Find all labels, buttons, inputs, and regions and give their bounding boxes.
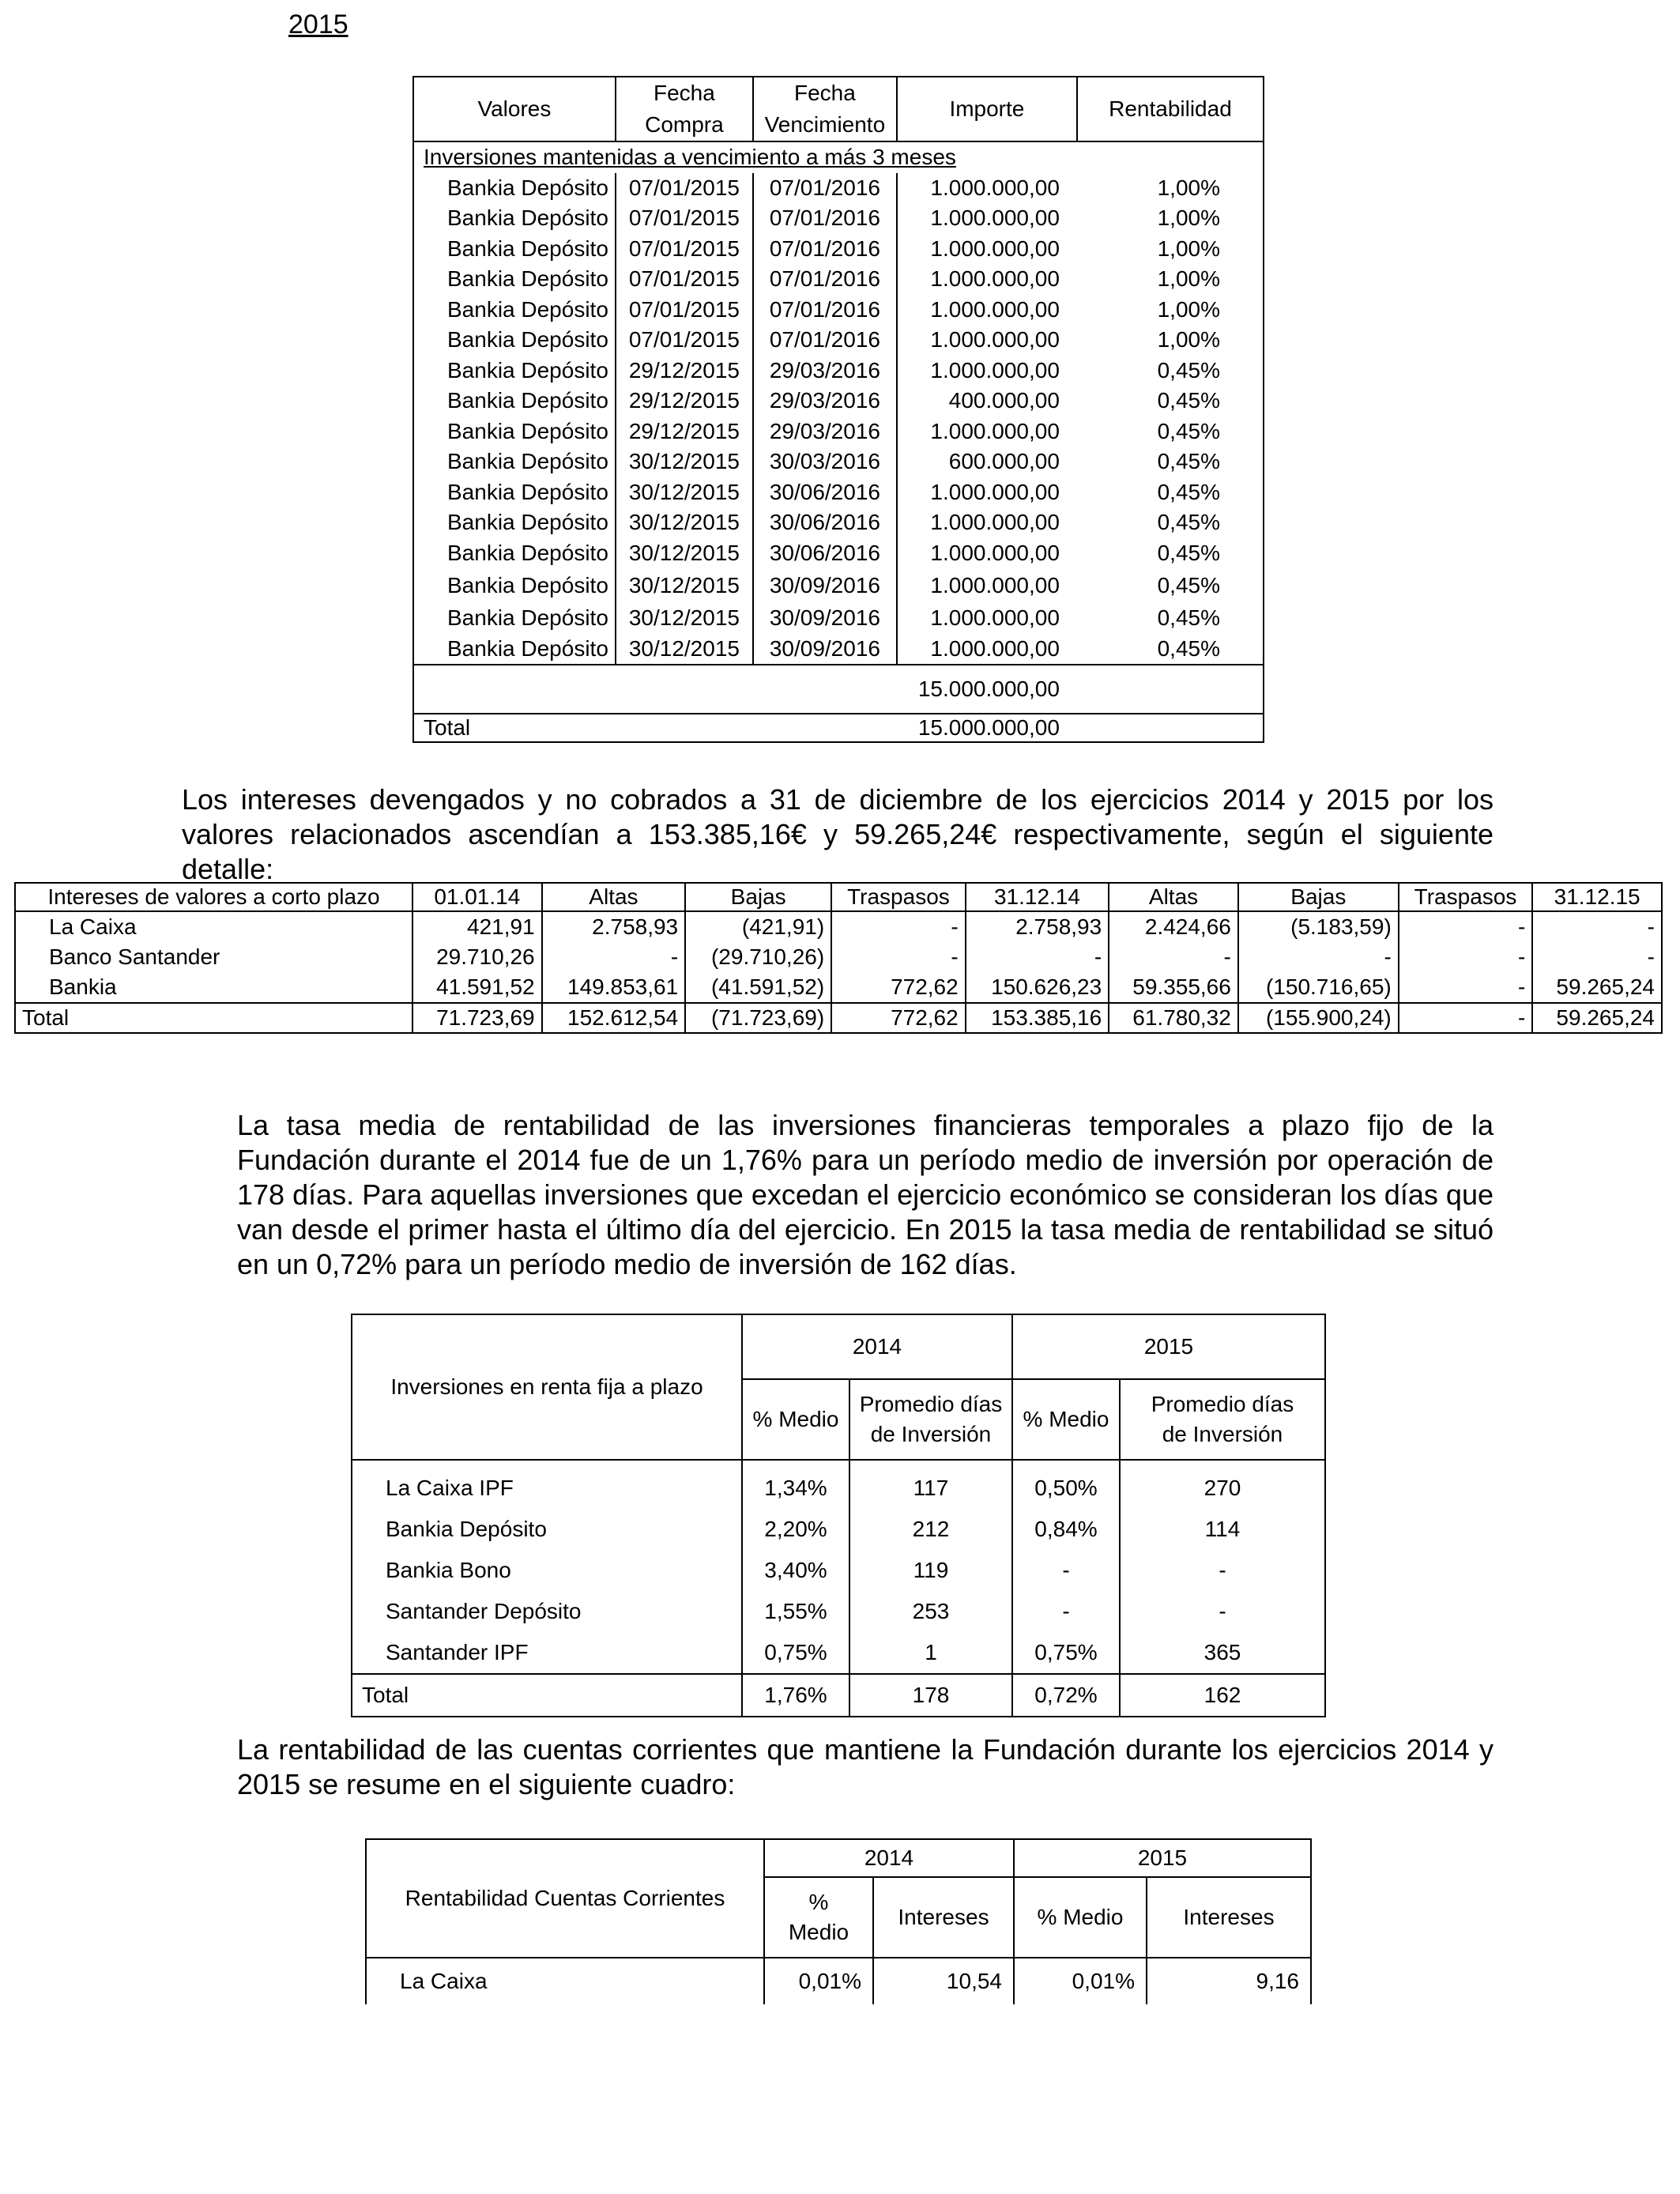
header-cell: 01.01.14: [412, 883, 542, 911]
row-label: La Caixa: [366, 1958, 764, 2004]
value-cell: 0,84%: [1012, 1509, 1120, 1550]
valor-cell: Bankia Depósito: [413, 173, 616, 204]
valor-cell: Bankia Depósito: [413, 356, 616, 386]
row-label: Bankia: [15, 972, 412, 1003]
fecha-vencimiento-cell: 30/06/2016: [753, 477, 897, 508]
value-cell: -: [542, 942, 686, 972]
importe-cell: 1.000.000,00: [930, 266, 1060, 292]
rentabilidad-cell: 1,00%: [1157, 296, 1220, 322]
total-value: 59.265,24: [1532, 1003, 1662, 1033]
value-cell: -: [1109, 942, 1238, 972]
investments-table: [412, 76, 1264, 743]
promedio-2014: Promedio días de Inversión: [849, 1379, 1012, 1460]
importe-cell: 400.000,00: [948, 388, 1060, 413]
header-cell: Intereses de valores a corto plazo: [15, 883, 412, 911]
fecha-vencimiento-cell: 07/01/2016: [753, 173, 897, 204]
paragraph-average-rate: La tasa media de rentabilidad de las inversiones financieras temporales a plazo fijo de la Fundación durante el 2014 fue de un 1,76% para un período medio de inversión por operación de 178 días. Para aquellas inversiones que excedan el ejercicio económico se consideran los días que van desde el primer hasta el último día del ejercicio. En 2015 la tasa media de rentabilidad se situó en un 0,72% para un período medio de inversión de 162 días.: [237, 1109, 1494, 1280]
table-row: [413, 173, 1264, 204]
rentabilidad-cell: 0,45%: [1157, 388, 1220, 413]
year-2014-header: 2014: [742, 1314, 1012, 1379]
value-cell: 3,40%: [742, 1550, 849, 1591]
fecha-compra-cell: 30/12/2015: [616, 538, 753, 569]
value-cell: 29.710,26: [412, 942, 542, 972]
fecha-compra-cell: 29/12/2015: [616, 417, 753, 447]
total-label: Total: [413, 714, 897, 742]
value-cell: 9,16: [1147, 1958, 1311, 2004]
value-cell: 270: [1120, 1460, 1325, 1509]
rentabilidad-cell: 1,00%: [1157, 327, 1220, 352]
fecha-vencimiento-cell: 07/01/2016: [753, 203, 897, 234]
table-row: [413, 447, 1264, 477]
valor-cell: Bankia Depósito: [413, 507, 616, 538]
table-row: [413, 507, 1264, 538]
table-row: [413, 568, 1264, 603]
col-fecha-vencimiento: Fecha Vencimiento: [753, 77, 897, 141]
header-cell: Altas: [542, 883, 686, 911]
value-cell: 2.424,66: [1109, 911, 1238, 942]
table-row: [15, 942, 1662, 972]
value-cell: -: [1238, 942, 1399, 972]
value-cell: 10,54: [873, 1958, 1014, 2004]
row-header: Inversiones en renta fija a plazo: [352, 1314, 742, 1460]
value-cell: (5.183,59): [1238, 911, 1399, 942]
importe-cell: 600.000,00: [948, 449, 1060, 474]
value-cell: 1: [849, 1632, 1012, 1674]
value-cell: 0,50%: [1012, 1460, 1120, 1509]
value-cell: 59.265,24: [1532, 972, 1662, 1003]
value-cell: 150.626,23: [966, 972, 1109, 1003]
value-cell: (421,91): [685, 911, 831, 942]
table-row: [413, 234, 1264, 265]
valor-cell: Bankia Depósito: [413, 477, 616, 508]
total-value: 162: [1120, 1674, 1325, 1717]
importe-cell: 1.000.000,00: [930, 418, 1060, 443]
importe-cell: 1.000.000,00: [930, 175, 1060, 200]
rentabilidad-cell: 0,45%: [1157, 605, 1220, 631]
fecha-compra-cell: 07/01/2015: [616, 264, 753, 295]
rentabilidad-cell: 0,45%: [1157, 573, 1220, 598]
value-cell: 253: [849, 1591, 1012, 1632]
row-label: Bankia Bono: [352, 1550, 742, 1591]
total-row: [15, 1003, 1662, 1033]
value-cell: -: [1120, 1550, 1325, 1591]
intereses-2014: Intereses: [873, 1877, 1014, 1958]
table-row: [413, 295, 1264, 326]
importe-cell: 1.000.000,00: [930, 327, 1060, 352]
total-value: 15.000.000,00: [897, 714, 1077, 742]
value-cell: (150.716,65): [1238, 972, 1399, 1003]
total-value: 153.385,16: [966, 1003, 1109, 1033]
row-label: Banco Santander: [15, 942, 412, 972]
total-label: Total: [352, 1674, 742, 1717]
promedio-2015: Promedio días de Inversión: [1120, 1379, 1325, 1460]
value-cell: 119: [849, 1550, 1012, 1591]
value-cell: 41.591,52: [412, 972, 542, 1003]
rentabilidad-cell: 1,00%: [1157, 266, 1220, 292]
year-2015-header: 2015: [1014, 1839, 1311, 1877]
header-cell: Traspasos: [1399, 883, 1533, 911]
importe-cell: 1.000.000,00: [930, 605, 1060, 631]
row-label: Santander IPF: [352, 1632, 742, 1674]
importe-cell: 1.000.000,00: [930, 540, 1060, 565]
total-value: -: [1399, 1003, 1533, 1033]
importe-cell: 1.000.000,00: [930, 357, 1060, 383]
fecha-vencimiento-cell: 30/06/2016: [753, 538, 897, 569]
importe-cell: 1.000.000,00: [930, 296, 1060, 322]
value-cell: 0,01%: [764, 1958, 873, 2004]
value-cell: -: [1012, 1591, 1120, 1632]
col-rentabilidad: Rentabilidad: [1077, 77, 1264, 141]
rentabilidad-cell: 1,00%: [1157, 175, 1220, 200]
col-valores: Valores: [413, 77, 616, 141]
fecha-compra-cell: 30/12/2015: [616, 603, 753, 634]
value-cell: (29.710,26): [685, 942, 831, 972]
header-cell: Bajas: [1238, 883, 1399, 911]
fecha-compra-cell: 07/01/2015: [616, 325, 753, 356]
pct-medio-2015: % Medio: [1012, 1379, 1120, 1460]
fecha-compra-cell: 30/12/2015: [616, 568, 753, 603]
importe-cell: 1.000.000,00: [930, 479, 1060, 504]
value-cell: 1,55%: [742, 1591, 849, 1632]
table-row: [413, 477, 1264, 508]
value-cell: (41.591,52): [685, 972, 831, 1003]
valor-cell: Bankia Depósito: [413, 417, 616, 447]
subtotal-label-cell: [413, 665, 897, 714]
fecha-vencimiento-cell: 29/03/2016: [753, 386, 897, 417]
header-cell: Traspasos: [831, 883, 966, 911]
rentabilidad-cell: 0,45%: [1157, 635, 1220, 661]
total-value: (71.723,69): [685, 1003, 831, 1033]
year-2015-header: 2015: [1012, 1314, 1325, 1379]
value-cell: 1,34%: [742, 1460, 849, 1509]
value-cell: -: [831, 942, 966, 972]
fecha-compra-cell: 07/01/2015: [616, 203, 753, 234]
pct-medio-2015: % Medio: [1014, 1877, 1147, 1958]
row-label: La Caixa IPF: [352, 1460, 742, 1509]
fecha-compra-cell: 30/12/2015: [616, 447, 753, 477]
value-cell: 212: [849, 1509, 1012, 1550]
table-row: [413, 325, 1264, 356]
value-cell: 421,91: [412, 911, 542, 942]
value-cell: -: [1399, 942, 1533, 972]
valor-cell: Bankia Depósito: [413, 447, 616, 477]
value-cell: 117: [849, 1460, 1012, 1509]
valor-cell: Bankia Depósito: [413, 203, 616, 234]
fecha-compra-cell: 30/12/2015: [616, 507, 753, 538]
page-year-heading: 2015: [288, 9, 348, 40]
value-cell: 2.758,93: [542, 911, 686, 942]
rentabilidad-cell: 0,45%: [1157, 510, 1220, 535]
value-cell: 149.853,61: [542, 972, 686, 1003]
valor-cell: Bankia Depósito: [413, 603, 616, 634]
fecha-vencimiento-cell: 07/01/2016: [753, 234, 897, 265]
fecha-vencimiento-cell: 07/01/2016: [753, 295, 897, 326]
header-cell: 31.12.15: [1532, 883, 1662, 911]
header-cell: Bajas: [685, 883, 831, 911]
fecha-compra-cell: 30/12/2015: [616, 634, 753, 665]
value-cell: 59.355,66: [1109, 972, 1238, 1003]
table-row: [366, 1958, 1311, 2004]
subtotal-empty: [1077, 665, 1264, 714]
col-importe: Importe: [897, 77, 1077, 141]
total-value: 772,62: [831, 1003, 966, 1033]
importe-cell: 1.000.000,00: [930, 635, 1060, 661]
fecha-compra-cell: 29/12/2015: [616, 356, 753, 386]
total-value: 61.780,32: [1109, 1003, 1238, 1033]
table-row: [15, 911, 1662, 942]
col-fecha-compra: Fecha Compra: [616, 77, 753, 141]
total-value: 152.612,54: [542, 1003, 686, 1033]
table-row: [413, 417, 1264, 447]
valor-cell: Bankia Depósito: [413, 634, 616, 665]
table-row: [352, 1509, 1325, 1550]
value-cell: 365: [1120, 1632, 1325, 1674]
fecha-compra-cell: 29/12/2015: [616, 386, 753, 417]
valor-cell: Bankia Depósito: [413, 325, 616, 356]
row-header: Rentabilidad Cuentas Corrientes: [366, 1839, 764, 1958]
rentabilidad-cell: 0,45%: [1157, 418, 1220, 443]
value-cell: 772,62: [831, 972, 966, 1003]
valor-cell: Bankia Depósito: [413, 234, 616, 265]
rentabilidad-cell: 1,00%: [1157, 236, 1220, 261]
paragraph-current-accounts: La rentabilidad de las cuentas corrientes que mantiene la Fundación durante los ejercicios 2014 y 2015 se resume en el siguiente cuadro:: [237, 1733, 1494, 1800]
fecha-compra-cell: 07/01/2015: [616, 295, 753, 326]
fecha-vencimiento-cell: 07/01/2016: [753, 264, 897, 295]
table-row: [413, 603, 1264, 634]
current-accounts-table: [365, 1838, 1312, 2004]
table-row: [413, 634, 1264, 665]
fecha-vencimiento-cell: 07/01/2016: [753, 325, 897, 356]
fecha-compra-cell: 30/12/2015: [616, 477, 753, 508]
table-row: [15, 972, 1662, 1003]
table-row: [352, 1591, 1325, 1632]
table-row: [413, 264, 1264, 295]
fecha-vencimiento-cell: 30/09/2016: [753, 634, 897, 665]
total-value: 71.723,69: [412, 1003, 542, 1033]
pct-medio-2014: % Medio: [742, 1379, 849, 1460]
total-empty: [1077, 714, 1264, 742]
fecha-vencimiento-cell: 30/09/2016: [753, 603, 897, 634]
table-row: [413, 538, 1264, 569]
total-value: (155.900,24): [1238, 1003, 1399, 1033]
row-label: Bankia Depósito: [352, 1509, 742, 1550]
row-label: La Caixa: [15, 911, 412, 942]
total-value: 1,76%: [742, 1674, 849, 1717]
fixed-income-table: [351, 1314, 1326, 1717]
value-cell: -: [1532, 911, 1662, 942]
valor-cell: Bankia Depósito: [413, 538, 616, 569]
value-cell: -: [1532, 942, 1662, 972]
header-cell: 31.12.14: [966, 883, 1109, 911]
table-row: [413, 203, 1264, 234]
row-label: Santander Depósito: [352, 1591, 742, 1632]
fecha-vencimiento-cell: 29/03/2016: [753, 356, 897, 386]
importe-cell: 1.000.000,00: [930, 573, 1060, 598]
valor-cell: Bankia Depósito: [413, 295, 616, 326]
table-row: [352, 1550, 1325, 1591]
pct-medio-2014: % Medio: [764, 1877, 873, 1958]
rentabilidad-cell: 0,45%: [1157, 479, 1220, 504]
total-label: Total: [15, 1003, 412, 1033]
fecha-vencimiento-cell: 30/03/2016: [753, 447, 897, 477]
value-cell: 2,20%: [742, 1509, 849, 1550]
fecha-compra-cell: 07/01/2015: [616, 234, 753, 265]
value-cell: -: [1399, 911, 1533, 942]
valor-cell: Bankia Depósito: [413, 264, 616, 295]
rentabilidad-cell: 0,45%: [1157, 449, 1220, 474]
subtotal-value: 15.000.000,00: [897, 665, 1077, 714]
table-row: [413, 356, 1264, 386]
rentabilidad-cell: 1,00%: [1157, 205, 1220, 231]
fecha-compra-cell: 07/01/2015: [616, 173, 753, 204]
section-label: Inversiones mantenidas a vencimiento a más 3 meses: [424, 145, 956, 170]
value-cell: 0,75%: [1012, 1632, 1120, 1674]
fecha-vencimiento-cell: 30/06/2016: [753, 507, 897, 538]
value-cell: 0,01%: [1014, 1958, 1147, 2004]
value-cell: -: [966, 942, 1109, 972]
paragraph-interest-summary: Los intereses devengados y no cobrados a 31 de diciembre de los ejercicios 2014 y 2015 por los valores relacionados ascendían a 153.385,16€ y 59.265,24€ respectivamente, según el siguiente detalle:: [182, 783, 1494, 885]
total-row: [352, 1674, 1325, 1717]
fecha-vencimiento-cell: 29/03/2016: [753, 417, 897, 447]
value-cell: 114: [1120, 1509, 1325, 1550]
valor-cell: Bankia Depósito: [413, 568, 616, 603]
header-cell: Altas: [1109, 883, 1238, 911]
importe-cell: 1.000.000,00: [930, 236, 1060, 261]
importe-cell: 1.000.000,00: [930, 510, 1060, 535]
value-cell: -: [831, 911, 966, 942]
table-row: [352, 1632, 1325, 1674]
importe-cell: 1.000.000,00: [930, 205, 1060, 231]
rentabilidad-cell: 0,45%: [1157, 540, 1220, 565]
table-row: [352, 1460, 1325, 1509]
interest-table: [14, 882, 1663, 1034]
value-cell: 2.758,93: [966, 911, 1109, 942]
total-value: 0,72%: [1012, 1674, 1120, 1717]
table-row: [413, 386, 1264, 417]
year-2014-header: 2014: [764, 1839, 1014, 1877]
value-cell: -: [1012, 1550, 1120, 1591]
valor-cell: Bankia Depósito: [413, 386, 616, 417]
fecha-vencimiento-cell: 30/09/2016: [753, 568, 897, 603]
intereses-2015: Intereses: [1147, 1877, 1311, 1958]
value-cell: 0,75%: [742, 1632, 849, 1674]
rentabilidad-cell: 0,45%: [1157, 357, 1220, 383]
value-cell: -: [1399, 972, 1533, 1003]
total-value: 178: [849, 1674, 1012, 1717]
value-cell: -: [1120, 1591, 1325, 1632]
